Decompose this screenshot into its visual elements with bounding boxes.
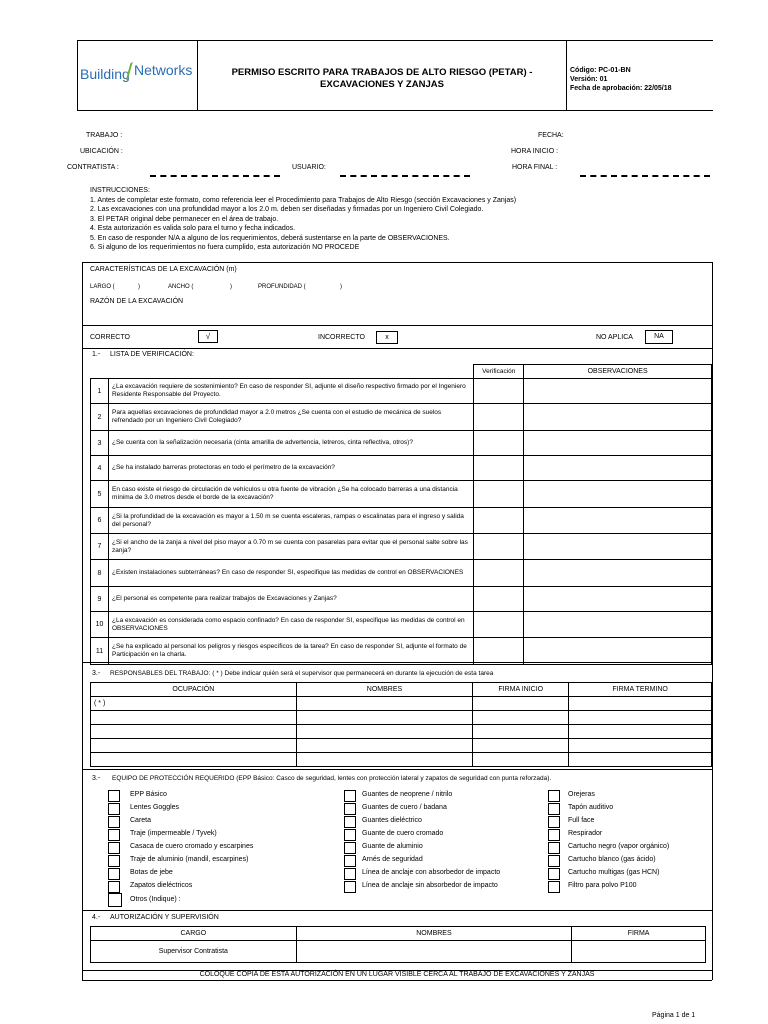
responsable-row-1-firma-inicio[interactable] (473, 697, 569, 711)
checklist-table (90, 364, 712, 665)
item-7-verificacion[interactable] (474, 534, 524, 560)
ancho-label: ANCHO ( (168, 284, 194, 290)
instruction-2: 2. Las excavaciones con una profundidad mayor a los 2.0 m. deben ser diseñadas y firmadas por un Ingeniero Civil Colegiado. (90, 206, 484, 213)
item-9-text: ¿El personal es competente para realizar trabajos de Excavaciones y Zanjas? (108, 587, 473, 612)
item-5-number: 5 (91, 481, 109, 508)
item-5-text: En caso existe el riesgo de circulación de vehículos u otra fuente de vibración ¿Se ha colocado barreras a una distancia mínima de 3.0 metros desde el borde de la excavación? (108, 481, 473, 508)
contratista-input-line[interactable] (150, 175, 280, 177)
epp-checkbox-6[interactable] (108, 855, 120, 867)
item-4-verificacion[interactable] (474, 456, 524, 481)
incorrecto-label: INCORRECTO (318, 334, 365, 341)
item-4-text: ¿Se ha instalado barreras protectoras en todo el perímetro de la excavación? (108, 456, 473, 481)
epp-option-1: EPP Básico (130, 791, 167, 798)
item-10-observaciones[interactable] (524, 612, 712, 638)
supervisor-contratista-cell: Supervisor Contratista (91, 941, 297, 963)
hora-final-label: HORA FINAL : (512, 164, 558, 171)
epp-column-1 (108, 790, 348, 890)
epp-otros-label: Otros (Indique) : (130, 896, 181, 903)
item-9-observaciones[interactable] (524, 587, 712, 612)
col-firma-inicio: FIRMA INICIO (473, 683, 569, 697)
item-10-number: 10 (91, 612, 109, 638)
responsable-row-4-firma-termino[interactable] (569, 739, 712, 753)
epp-checkbox-1[interactable] (108, 790, 120, 802)
responsable-row-5-ocupacion[interactable] (91, 753, 297, 767)
responsable-row-4-firma-inicio[interactable] (473, 739, 569, 753)
profundidad-close: ) (340, 284, 342, 290)
col-ocupacion: OCUPACIÓN (91, 683, 297, 697)
epp-option-18: Tapón auditivo (568, 804, 614, 811)
epp-number: 3.- (92, 775, 101, 782)
incorrecto-mark: x (385, 334, 389, 341)
responsable-row-5-firma-termino[interactable] (569, 753, 712, 767)
epp-option-23: Cartucho multigas (gas HCN) (568, 869, 660, 876)
item-4-number: 4 (91, 456, 109, 481)
epp-option-11: Guantes dieléctrico (362, 817, 422, 824)
item-10-verificacion[interactable] (474, 612, 524, 638)
responsable-row-5-nombres[interactable] (296, 753, 473, 767)
page-number: Página 1 de 1 (652, 1012, 696, 1019)
epp-option-7: Botas de jebe (130, 869, 173, 876)
responsables-table (90, 682, 712, 767)
epp-option-21: Cartucho negro (vapor orgánico) (568, 843, 670, 850)
epp-checkbox-17[interactable] (548, 790, 560, 802)
epp-option-12: Guante de cuero cromado (362, 830, 444, 837)
epp-column-3 (548, 790, 708, 890)
usuario-label: USUARIO: (292, 164, 326, 171)
responsable-row-2-nombres[interactable] (296, 711, 473, 725)
col-firma: FIRMA (572, 927, 706, 941)
supervisor-firma-cell[interactable] (572, 941, 706, 963)
item-1-verificacion[interactable] (474, 379, 524, 404)
item-8-number: 8 (91, 560, 109, 587)
epp-option-24: Filtro para polvo P100 (568, 882, 637, 889)
incorrecto-mark-box (376, 331, 398, 344)
epp-option-20: Respirador (568, 830, 603, 837)
doc-version: Versión: 01 (570, 76, 608, 83)
footer-note: COLOQUE COPIA DE ESTA AUTORIZACIÓN EN UN LUGAR VISIBLE CERCA AL TRABAJO DE EXCAVACIONES Y ZANJAS (199, 971, 595, 978)
usuario-input-line[interactable] (340, 175, 470, 177)
hora-inicio-label: HORA INICIO : (511, 148, 559, 155)
item-11-text: ¿Se ha explicado al personal los peligros y riesgos específicos de la tarea? En caso de responder SI, adjunte el formato de Participación en la charla. (108, 638, 473, 665)
epp-checkbox-24[interactable] (548, 881, 560, 893)
no-aplica-mark-box (645, 330, 673, 344)
doc-approval-date: Fecha de aprobación: 22/05/18 (570, 85, 672, 92)
responsable-row-2-firma-inicio[interactable] (473, 711, 569, 725)
col-cargo: CARGO (91, 927, 297, 941)
correcto-mark: √ (205, 332, 211, 341)
item-5-observaciones[interactable] (524, 481, 712, 508)
item-8-verificacion[interactable] (474, 560, 524, 587)
epp-checkbox-9[interactable] (344, 790, 356, 802)
responsables-title: RESPONSABLES DEL TRABAJO: ( * ) Debe indicar quién será el supervisor que permanecerá en durante la ejecución de esta tarea (110, 670, 494, 677)
item-2-verificacion[interactable] (474, 404, 524, 431)
profundidad-label: PROFUNDIDAD ( (258, 284, 306, 290)
item-9-number: 9 (91, 587, 109, 612)
responsable-row-2-firma-termino[interactable] (569, 711, 712, 725)
item-10-text: ¿La excavación es considerada como espacio confinado? En caso de responder SI, especifique las medidas de control en OBSERVACIONES (108, 612, 473, 638)
epp-checkbox-10[interactable] (344, 803, 356, 815)
fecha-label: FECHA: (538, 132, 564, 139)
epp-checkbox-11[interactable] (344, 816, 356, 828)
item-8-observaciones[interactable] (524, 560, 712, 587)
col-nombres: NOMBRES (296, 683, 473, 697)
epp-title: EQUIPO DE PROTECCIÓN REQUERIDO (EPP Básico: Casco de seguridad, lentes con protección lateral y zapatos de seguridad con punta reforzada). (112, 775, 552, 782)
epp-checkbox-2[interactable] (108, 803, 120, 815)
responsable-row-3-firma-inicio[interactable] (473, 725, 569, 739)
item-11-observaciones[interactable] (524, 638, 712, 665)
form-title-line1: PERMISO ESCRITO PARA TRABAJOS DE ALTO RIESGO (PETAR) - (231, 67, 533, 78)
company-logo (80, 60, 195, 86)
checklist-number: 1.- (92, 351, 101, 358)
epp-checkbox-3[interactable] (108, 816, 120, 828)
responsable-row-2-ocupacion[interactable] (91, 711, 297, 725)
responsable-row-1-firma-termino[interactable] (569, 697, 712, 711)
epp-option-10: Guantes de cuero / badana (362, 804, 447, 811)
epp-option-15: Línea de anclaje con absorbedor de impacto (362, 869, 501, 876)
trabajo-label: TRABAJO : (86, 132, 123, 139)
epp-checkbox-22[interactable] (548, 855, 560, 867)
correcto-label: CORRECTO (90, 334, 130, 341)
col-verificacion: Verificación (474, 365, 524, 379)
instruction-5: 5. En caso de responder N/A a alguno de los requerimientos, deberá sustentarse en la parte de OBSERVACIONES. (90, 234, 450, 242)
hora-final-input-line[interactable] (580, 175, 710, 177)
item-6-number: 6 (91, 508, 109, 534)
autorizacion-number: 4.- (92, 914, 101, 921)
responsable-row-3-nombres[interactable] (296, 725, 473, 739)
epp-checkbox-14[interactable] (344, 855, 356, 867)
item-11-number: 11 (91, 638, 109, 665)
responsable-row-5-firma-inicio[interactable] (473, 753, 569, 767)
item-3-verificacion[interactable] (474, 431, 524, 456)
no-aplica-label: NO APLICA (596, 334, 633, 341)
epp-option-13: Guante de aluminio (362, 843, 423, 850)
col-firma-termino: FIRMA TERMINO (569, 683, 712, 697)
item-1-text: ¿La excavación requiere de sostenimiento? En caso de responder SI, adjunte el diseño respectivo firmado por el Ingeniero Residente Responsable del Proyecto. (108, 379, 473, 404)
item-3-text: ¿Se cuenta con la señalización necesaria (cinta amarilla de advertencia, letreros, cinta reflectiva, otros)? (108, 431, 473, 456)
item-9-verificacion[interactable] (474, 587, 524, 612)
epp-checkbox-21[interactable] (548, 842, 560, 854)
epp-column-2 (344, 790, 544, 890)
epp-checkbox-8[interactable] (108, 881, 120, 893)
responsable-row-4-nombres[interactable] (296, 739, 473, 753)
epp-option-22: Cartucho blanco (gas ácido) (568, 856, 656, 863)
instruction-1: 1. Antes de completar este formato, como referencia leer el Procedimiento para Trabajos de Alto Riesgo (sección Excavaciones y Zanjas) (90, 196, 517, 204)
responsables-number: 3.- (92, 670, 101, 677)
epp-checkbox-18[interactable] (548, 803, 560, 815)
instruction-3: 3. El PETAR original debe permanecer en el área de trabajo. (90, 215, 279, 223)
epp-checkbox-7[interactable] (108, 868, 120, 880)
epp-option-8: Zapatos dieléctricos (130, 882, 193, 889)
epp-checkbox-20[interactable] (548, 829, 560, 841)
item-2-number: 2 (91, 404, 109, 431)
epp-option-6: Traje de aluminio (mandil, escarpines) (130, 856, 249, 863)
item-8-text: ¿Existen instalaciones subterráneas? En caso de responder SI, especifique las medidas de control en OBSERVACIONES (108, 560, 473, 587)
epp-option-17: Orejeras (568, 791, 595, 798)
epp-otros-checkbox[interactable] (108, 893, 122, 907)
responsable-row-1-nombres[interactable] (296, 697, 473, 711)
largo-close: ) (138, 284, 140, 290)
instructions-title: INSTRUCCIONES: (90, 187, 150, 194)
item-3-observaciones[interactable] (524, 431, 712, 456)
epp-checkbox-15[interactable] (344, 868, 356, 880)
item-1-observaciones[interactable] (524, 379, 712, 404)
item-4-observaciones[interactable] (524, 456, 712, 481)
col-auth-nombres: NOMBRES (296, 927, 572, 941)
checklist-title: LISTA DE VERIFICACIÓN: (110, 351, 194, 358)
logo-word-building: Building (80, 66, 130, 82)
autorizacion-title: AUTORIZACIÓN Y SUPERVISIÓN (110, 914, 219, 921)
item-6-verificacion[interactable] (474, 508, 524, 534)
instruction-4: 4. Esta autorización es valida solo para el turno y fecha indicados. (90, 225, 296, 232)
epp-option-5: Casaca de cuero cromado y escarpines (130, 843, 254, 850)
epp-option-4: Traje (impermeable / Tyvek) (130, 830, 217, 837)
instruction-6: 6. Si alguno de los requerimientos no fuera cumplido, esta autorización NO PROCEDE (90, 244, 360, 251)
epp-checkbox-16[interactable] (344, 881, 356, 893)
item-2-observaciones[interactable] (524, 404, 712, 431)
autorizacion-table (90, 926, 706, 963)
epp-option-9: Guantes de neoprene / nitrilo (362, 791, 453, 798)
item-6-text: ¿Si la profundidad de la excavación es mayor a 1.50 m se cuenta escaleras, rampas o escalinatas para el ingreso y salida del personal? (108, 508, 473, 534)
epp-option-3: Careta (130, 817, 152, 824)
item-6-observaciones[interactable] (524, 508, 712, 534)
item-3-number: 3 (91, 431, 109, 456)
epp-checkbox-12[interactable] (344, 829, 356, 841)
epp-checkbox-19[interactable] (548, 816, 560, 828)
supervisor-nombres-cell[interactable] (296, 941, 572, 963)
item-1-number: 1 (91, 379, 109, 404)
largo-label: LARGO ( (90, 284, 115, 290)
doc-code: Código: PC-01-BN (570, 67, 631, 74)
item-2-text: Para aquellas excavaciones de profundidad mayor a 2.0 metros ¿Se cuenta con el estudio de mecánica de suelos refrendado por un Ingeniero Civil Colegiado? (108, 404, 473, 431)
responsable-row-1-ocupacion[interactable]: ( * ) (91, 697, 297, 711)
epp-option-14: Arnés de seguridad (362, 856, 423, 863)
item-7-text: ¿Si el ancho de la zanja a nivel del piso mayor a 0.70 m se cuenta con pasarelas para evitar que el personal salte sobre las zanja? (108, 534, 473, 560)
form-title-line2: EXCAVACIONES Y ZANJAS (320, 79, 444, 90)
responsable-row-3-ocupacion[interactable] (91, 725, 297, 739)
responsable-row-3-firma-termino[interactable] (569, 725, 712, 739)
epp-option-19: Full face (568, 817, 595, 824)
epp-option-2: Lentes Goggles (130, 804, 180, 811)
epp-checkbox-5[interactable] (108, 842, 120, 854)
item-7-number: 7 (91, 534, 109, 560)
epp-checkbox-23[interactable] (548, 868, 560, 880)
epp-checkbox-4[interactable] (108, 829, 120, 841)
epp-checkbox-13[interactable] (344, 842, 356, 854)
ubicacion-label: UBICACIÓN : (80, 148, 123, 155)
contratista-label: CONTRATISTA : (67, 164, 119, 171)
item-5-verificacion[interactable] (474, 481, 524, 508)
excavation-title: CARACTERÍSTICAS DE LA EXCAVACIÓN (m) (90, 266, 237, 273)
item-7-observaciones[interactable] (524, 534, 712, 560)
item-11-verificacion[interactable] (474, 638, 524, 665)
responsable-row-4-ocupacion[interactable] (91, 739, 297, 753)
no-aplica-mark: NA (654, 333, 664, 340)
ancho-close: ) (230, 284, 232, 290)
col-observaciones: OBSERVACIONES (524, 365, 712, 379)
correcto-mark-box (198, 330, 218, 343)
logo-word-networks: Networks (134, 62, 193, 78)
epp-option-16: Línea de anclaje sin absorbedor de impacto (362, 882, 498, 889)
razon-label: RAZÓN DE LA EXCAVACIÓN (90, 298, 184, 305)
